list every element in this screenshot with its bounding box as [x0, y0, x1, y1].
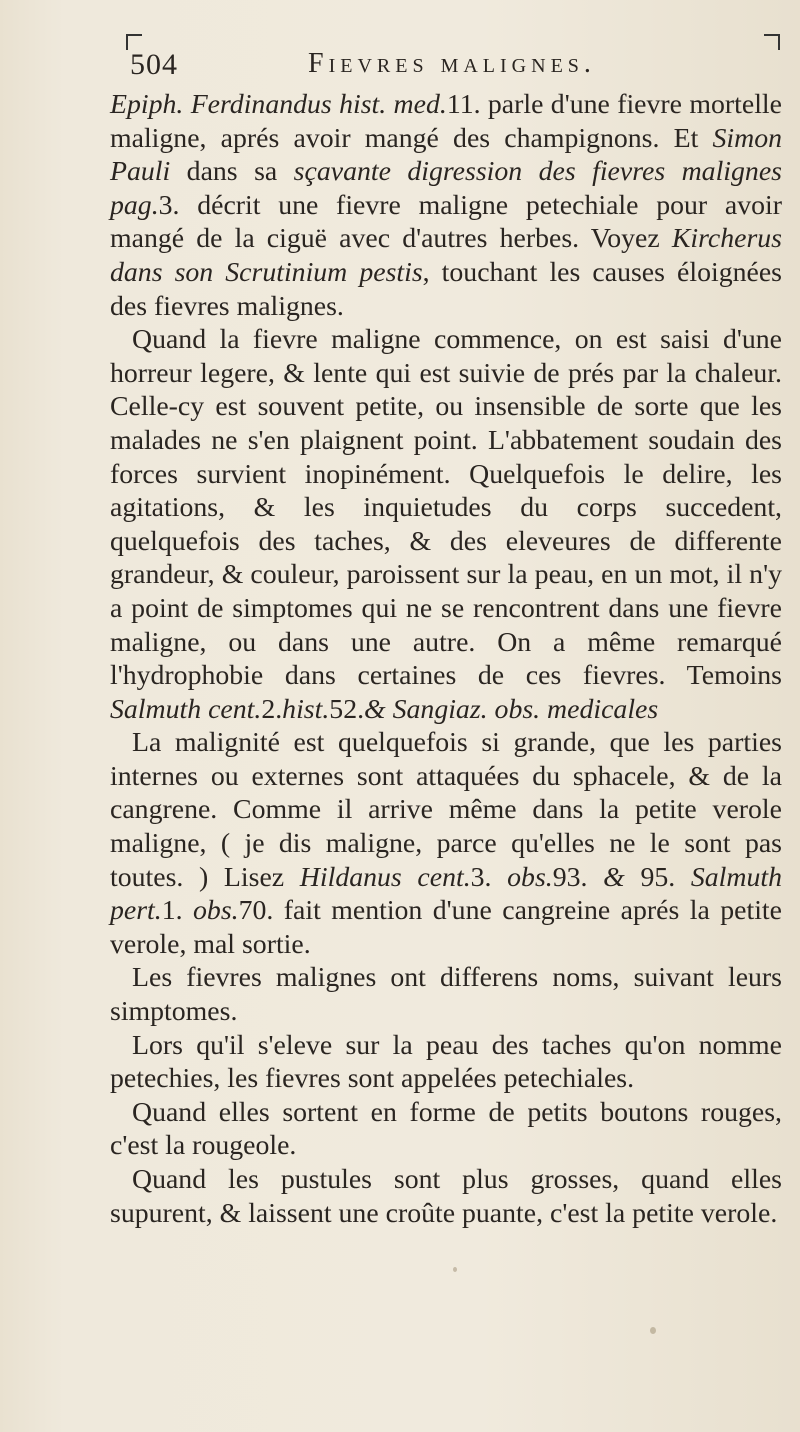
- italic-reference: Epiph. Ferdinandus hist. med.: [110, 89, 447, 120]
- paragraph: [110, 323, 782, 726]
- page-number: 504: [130, 48, 178, 81]
- paragraph: [110, 961, 782, 1028]
- text-run: , touchant les causes éloignées des fievres malignes.: [110, 256, 782, 322]
- italic-reference: Salmuth cent.: [110, 693, 262, 725]
- text-run: 1.: [161, 895, 194, 927]
- italic-reference: &: [603, 861, 625, 893]
- corner-mark-right: [764, 34, 780, 50]
- text-run: 93.: [552, 861, 604, 893]
- text-run: Quand elles sortent en forme de petits boutons rouges, c'est la rougeole.: [110, 1096, 782, 1162]
- text-run: 52.: [329, 693, 365, 725]
- paragraph: [110, 88, 782, 323]
- paragraph: [110, 726, 782, 961]
- italic-reference: Simon Pauli: [110, 122, 782, 188]
- text-run: 95.: [624, 861, 691, 893]
- paragraph: [110, 1096, 782, 1163]
- ink-spot: [650, 1327, 656, 1334]
- italic-reference: obs.: [193, 895, 239, 927]
- text-run: Les fievres malignes ont differens noms, suivant leurs simptomes.: [110, 962, 782, 1028]
- text-run: 2.: [261, 693, 283, 725]
- running-title: Fievres malignes.: [308, 48, 596, 79]
- italic-reference: sçavante digression des fievres malignes pag.: [110, 156, 782, 221]
- text-run: Quand les pustules sont plus grosses, quand elles supurent, & laissent une croûte puante, c'est la petite verole.: [110, 1164, 782, 1229]
- italic-reference: & Sangiaz. obs. medicales: [364, 693, 659, 725]
- page-header: [130, 40, 770, 80]
- paragraph: [110, 1163, 782, 1230]
- body-text: [110, 88, 782, 1230]
- text-run: Quand la fievre maligne commence, on est saisi d'une horreur legere, & lente qui est suivie de prés par la chaleur. Celle-cy est souvent petite, ou insensible de sorte que les malades ne s'en plaignent point. L'abbatement soudain des forces survient inopinément. Quelquefois le delire, les agitations, & les inquietudes du corps succedent, quelquefois des taches, & des eleveures de differente grandeur, & couleur, paroissent sur la peau, en un mot, il n'y a point de simptomes qui ne se rencontrent dans une fievre maligne, ou dans une autre. On a même remarqué l'hydrophobie dans certaines de ces fievres. Temoins: [110, 324, 782, 692]
- paragraph: [110, 1029, 782, 1096]
- italic-reference: Hildanus cent.: [299, 861, 471, 893]
- text-run: Lors qu'il s'eleve sur la peau des taches qu'on nomme petechies, les fievres sont appelées petechiales.: [110, 1029, 782, 1095]
- text-run: dans sa: [170, 156, 294, 188]
- ink-spot: [453, 1267, 457, 1272]
- text-run: La malignité est quelquefois si grande, que les parties internes ou externes sont attaquées du sphacele, & de la cangrene. Comme il arrive même dans la petite verole maligne, ( je dis maligne, parce qu'elles ne le sont pas toutes. ) Lisez: [110, 727, 782, 893]
- italic-reference: Kircherus dans son Scrutinium pestis: [110, 223, 782, 288]
- text-run: 11. parle d'une fievre mortelle maligne, aprés avoir mangé des champignons. Et: [110, 89, 782, 154]
- text-run: 3. décrit une fievre maligne petechiale pour avoir mangé de la ciguë avec d'autres herbes. Voyez: [110, 189, 782, 255]
- italic-reference: obs.: [507, 861, 553, 893]
- italic-reference: hist.: [282, 693, 330, 725]
- italic-reference: Salmuth pert.: [110, 861, 782, 927]
- text-run: 70. fait mention d'une cangreine aprés la petite verole, mal sortie.: [110, 895, 782, 960]
- text-run: 3.: [470, 861, 508, 893]
